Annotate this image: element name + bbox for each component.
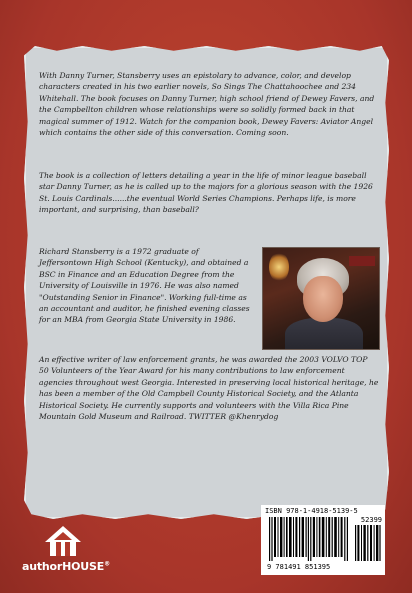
photo-shirt <box>285 318 363 350</box>
isbn-barcode <box>261 505 385 575</box>
author-bio-continued-paragraph: An effective writer of law enforcement grants, he was awarded the 2003 VOLVO TOP 50 Volunteers of the Year Award for his many contributions to law enforcement agencies throughout west Georgia. Interested in preserving local historical heritage, he has been a member of the Old Campbell County Historical Society, and the Atlanta Historical Society. He currently supports and volunteers with the Villa Rica Pine Mountain Gold Museum and Railroad. TWITTER @Khenrydog <box>39 355 379 422</box>
author-photo <box>262 247 380 350</box>
price-barcode-bars <box>355 525 381 561</box>
author-bio-paragraph: Richard Stansberry is a 1972 graduate of Jeffersontown High School (Kentucky), and obtained a BSC in Finance and an Education Degree from the University of Louisville in 1976. He was also named "Outstanding Senior in Finance". Working full-time as an accountant and auditor, he finished evening classes for an MBA from Georgia State University in 1986. <box>39 247 250 325</box>
photo-face <box>303 276 343 322</box>
barcode-bars <box>269 517 349 561</box>
barcode-number: 9 781491 851395 <box>267 563 331 571</box>
photo-lamp <box>269 252 289 282</box>
isbn-text: ISBN 978-1-4918-5139-5 <box>265 507 358 515</box>
publisher-house-icon <box>43 524 83 558</box>
photo-sign <box>349 256 375 266</box>
publisher-logo <box>22 524 110 573</box>
synopsis-paragraph: With Danny Turner, Stansberry uses an epistolary to advance, color, and develop characters created in his two earlier novels, So Sings The Chattahoochee and 234 Whitehall. The book focuses on Danny Turner, high school friend of Dewey Favers, and the Campbellton children whose relationships were so solidly formed back in that magical summer of 1912. Watch for the companion book, Dewey Favers: Aviator Angel which contains the other side of this conversation. Coming soon. <box>39 71 375 138</box>
summary-paragraph: The book is a collection of letters detailing a year in the life of minor league baseball star Danny Turner, as he is called up to the majors for a glorious season with the 1926 St. Louis Cardinals......the eventual World Series Champions. Perhaps life, is more important, and surprising, than baseball? <box>39 171 373 215</box>
price-code: 52399 <box>360 516 382 524</box>
publisher-name: authorHOUSE® <box>22 560 110 573</box>
